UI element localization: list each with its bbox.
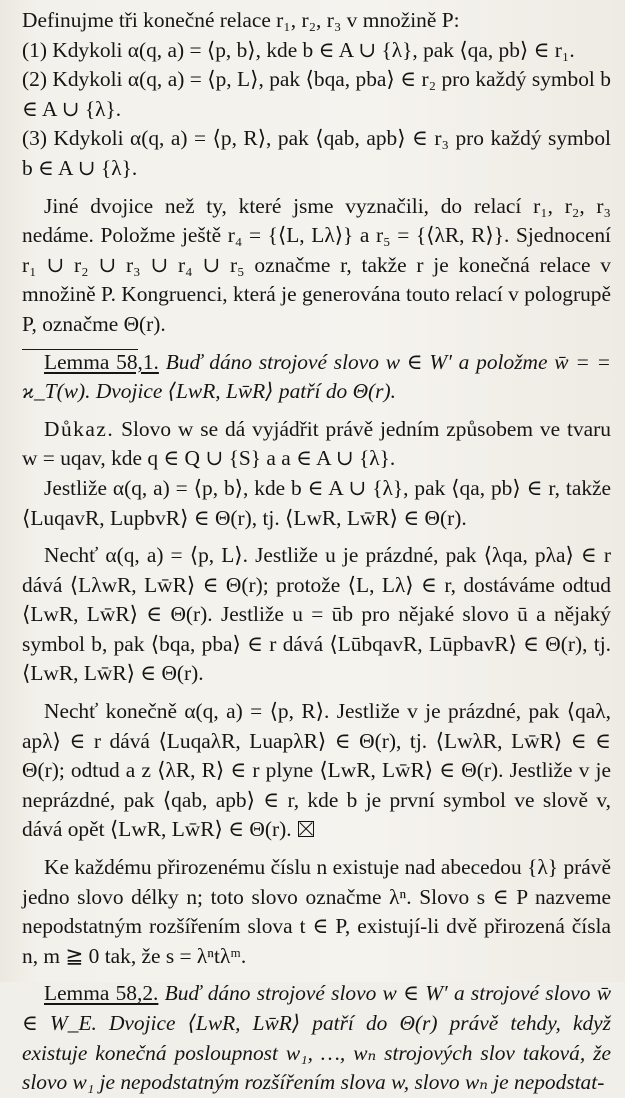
proof-case-r — [22, 697, 611, 845]
proof-heading: Důkaz. — [44, 416, 115, 441]
proof-case-b: Jestliže α(q, a) = ⟨p, b⟩, kde b ∈ A ∪ {λ}, pak ⟨qa, pb⟩ ∈ r, takže ⟨LuqavR, LupbvR⟩ ∈ Θ(r), tj. ⟨LwR, Lw̄R⟩ ∈ Θ(r). — [22, 475, 611, 530]
rule-2: (2) Kdykoli α(q, a) = ⟨p, L⟩, pak ⟨bqa, pba⟩ ∈ r₂ pro každý symbol b ∈ A ∪ {λ}. — [22, 67, 611, 121]
lemma-58-2-statement: Buď dáno strojové slovo w ∈ W′ a strojové slovo w̄ ∈ W_E. Dvojice ⟨LwR, Lw̄R⟩ patří do Θ(r) právě tehdy, když existuje konečná posloupnost w₁, …, wₙ strojových slov taková, že slovo w₁ je nepodstatným rozšířením slova w, slovo wₙ je nepodstat- — [22, 981, 611, 1095]
rule-3: (3) Kdykoli α(q, a) = ⟨p, R⟩, pak ⟨qab, apb⟩ ∈ r₃ pro každý symbol b ∈ A ∪ {λ}. — [22, 126, 611, 180]
lemma-58-1-heading: Lemma 58,1. — [44, 349, 159, 374]
lemma-58-2-heading: Lemma 58,2. — [44, 981, 159, 1006]
proof-text: Slovo w se dá vyjádřit právě jedním způsobem ve tvaru w = uqav, kde q ∈ Q ∪ {S} a a ∈ A ∪ {λ}. — [22, 416, 611, 471]
lemma-58-1-statement: Buď dáno strojové slovo w ∈ W′ a položme w̄ = = ϰ_T(w). Dvojice ⟨LwR, Lw̄R⟩ patří do Θ(r). — [22, 349, 611, 404]
paragraph-congruence: Jiné dvojice než ty, které jsme vyznačili, do relací r₁, r₂, r₃ nedáme. Položme ještě r₄ = {⟨L, Lλ⟩} a r₅ = {⟨λR, R⟩}. Sjednocení r₁ ∪ r₂ ∪ r₃ ∪ r₄ ∪ r₅ označme r, takže r je konečná relace v množině P. Kongruenci, která je generována touto relací v pologrupě P, označme Θ(r). — [22, 193, 611, 336]
qed-icon — [298, 821, 314, 837]
paragraph-relations-definition: Definujme tři konečné relace r₁, r₂, r₃ v množině P: — [22, 8, 460, 32]
lemma-58-2 — [22, 979, 611, 1097]
proof-case-l: Nechť α(q, a) = ⟨p, L⟩. Jestliže u je prázdné, pak ⟨λqa, pλa⟩ ∈ r dává ⟨LλwR, Lw̄R⟩ ∈ Θ(r); protože ⟨L, Lλ⟩ ∈ r, dostáváme odtud ⟨LwR, Lw̄R⟩ ∈ Θ(r). Jestliže u = ūb pro nějaké slovo ū a nějaký symbol b, pak ⟨bqa, pba⟩ ∈ r dává ⟨LūbqavR, LūpbavR⟩ ∈ Θ(r), tj. ⟨LwR, Lw̄R⟩ ∈ Θ(r). — [22, 543, 611, 686]
rule-1: (1) Kdykoli α(q, a) = ⟨p, b⟩, kde b ∈ A ∪ {λ}, pak ⟨qa, pb⟩ ∈ r₁. — [22, 37, 575, 62]
lemma-58-1 — [22, 348, 611, 407]
paragraph-inessential-extension: Ke každému přirozenému číslu n existuje nad abecedou {λ} právě jedno slovo délky n; toto slovo označme λⁿ. Slovo s ∈ P nazveme nepodstatným rozšířením slova t ∈ P, existují-li dvě přirozená čísla n, m ≧ 0 tak, že s = λⁿtλᵐ. — [22, 855, 611, 968]
page-body — [22, 6, 611, 1098]
proof-case-r-text: Nechť konečně α(q, a) = ⟨p, R⟩. Jestliže v je prázdné, pak ⟨qaλ, apλ⟩ ∈ r dává ⟨LuqaλR, LuapλR⟩ ∈ Θ(r), tj. ⟨LwλR, Lw̄R⟩ ∈ ∈ Θ(r); odtud a z ⟨λR, R⟩ ∈ r plyne ⟨LwR, Lw̄R⟩ ∈ Θ(r). Jestliže v je neprázdné, pak ⟨qab, apb⟩ ∈ r, kde b je první symbol ve slově v, dává opět ⟨LwR, Lw̄R⟩ ∈ Θ(r). — [22, 699, 611, 842]
proof-start — [22, 415, 611, 474]
